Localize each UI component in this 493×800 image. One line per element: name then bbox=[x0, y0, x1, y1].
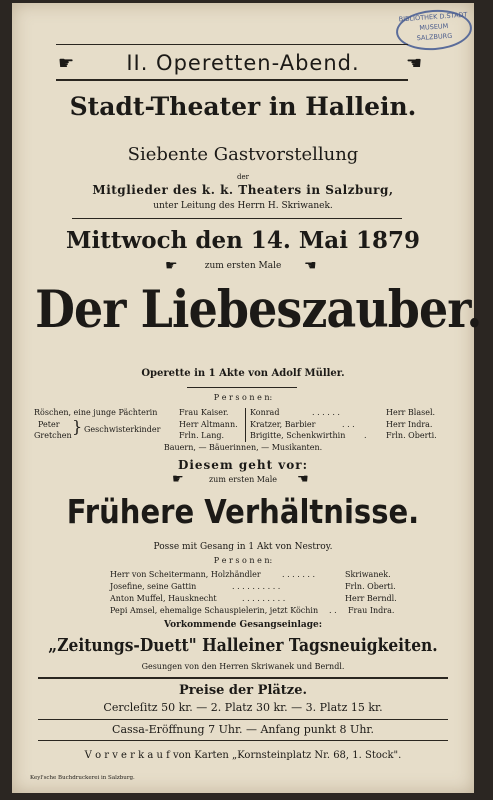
cast-actor: Herr Blasel. bbox=[386, 408, 436, 417]
performance-date: Mittwoch den 14. Mai 1879 bbox=[66, 227, 420, 254]
library-stamp bbox=[395, 7, 474, 52]
pointing-hand-left-icon: ☚ bbox=[297, 472, 309, 487]
cast-actor: Frau Indra. bbox=[348, 606, 395, 615]
cast-actor: Herr Indra. bbox=[386, 420, 433, 429]
insert-label: Vorkommende Gesangseinlage: bbox=[163, 620, 323, 630]
personen-label-2: P e r s o n e n: bbox=[213, 556, 273, 565]
stamp-line-3: SALZBURG bbox=[416, 31, 453, 43]
pointing-hand-left-icon: ☚ bbox=[304, 258, 317, 274]
cast-actor: Skriwanek. bbox=[345, 570, 391, 579]
der-label: der bbox=[237, 173, 249, 181]
cast-role: Kratzer, Barbier bbox=[250, 420, 316, 429]
second-play-info: Posse mit Gesang in 1 Akt von Nestroy. bbox=[153, 542, 333, 552]
stamp-line-2: MUSEUM bbox=[419, 22, 449, 33]
top-rule bbox=[56, 44, 408, 45]
cast-dots: . . . . . . bbox=[312, 408, 340, 417]
first-time-label-2: zum ersten Male bbox=[208, 475, 278, 484]
cast-dots: . . . bbox=[342, 420, 355, 429]
cast-divider bbox=[245, 408, 246, 442]
cast-role: Gretchen bbox=[34, 431, 72, 440]
guest-performance: Siebente Gastvorstellung bbox=[127, 144, 359, 165]
sibling-bracket: } bbox=[72, 417, 83, 436]
theater-name: Stadt-Theater in Hallein. bbox=[69, 92, 417, 121]
prices-line: Cercleſitz 50 kr. — 2. Platz 30 kr. — 3. Platz 15 kr. bbox=[103, 701, 383, 714]
cast-role: Brigitte, Schenkwirthin bbox=[250, 431, 346, 440]
rule-2 bbox=[187, 387, 297, 388]
cast-role: Anton Muffel, Hausknecht bbox=[110, 594, 217, 603]
main-play-title: Der Liebeszauber. bbox=[35, 280, 482, 340]
cast-actor: Herr Altmann. bbox=[179, 420, 238, 429]
direction-line: unter Leitung des Herrn H. Skriwanek. bbox=[153, 201, 333, 211]
cast-actor: Herr Berndl. bbox=[345, 594, 397, 603]
cast-role: Konrad bbox=[250, 408, 280, 417]
duet-title: „Zeitungs-Duett" Halleiner Tagsneuigkeiten. bbox=[48, 635, 438, 656]
members-line: Mitglieder des k. k. Theaters in Salzburg, bbox=[92, 183, 394, 197]
prices-title: Preise der Plätze. bbox=[178, 683, 307, 698]
cast-actor: Frln. Oberti. bbox=[386, 431, 437, 440]
cast-actor: Frln. Lang. bbox=[179, 431, 225, 440]
sung-by-line: Gesungen von den Herren Skriwanek und Berndl. bbox=[141, 662, 345, 671]
cast-dots: . . . . . . . bbox=[282, 570, 316, 579]
printer-credit: Keyl'sche Buchdruckerei in Salzburg. bbox=[30, 775, 135, 781]
cast-actor: Frln. Oberti. bbox=[345, 582, 396, 591]
cast-role: Herr von Scheitermann, Holzhändler bbox=[110, 570, 261, 579]
second-play-title: Frühere Verhältnisse. bbox=[66, 492, 420, 531]
rule-4 bbox=[38, 740, 448, 741]
cast-dots: . . bbox=[329, 606, 337, 615]
siblings-label: Geschwisterkinder bbox=[84, 425, 161, 434]
presale-line: V o r v e r k a u f von Karten „Kornsteinplatz Nr. 68, 1. Stock". bbox=[84, 750, 402, 761]
title-rule bbox=[56, 79, 408, 81]
cast-dots: . . . . . . . . . bbox=[242, 594, 286, 603]
stamp-line-1: BIBLIOTHEK D.STADT bbox=[398, 10, 468, 24]
cast-role: Peter bbox=[38, 420, 60, 429]
playbill-sheet bbox=[12, 3, 482, 793]
pointing-hand-right-icon: ☛ bbox=[172, 472, 184, 487]
cast-role: Pepi Amsel, ehemalige Schauspielerin, jetzt Köchin bbox=[110, 606, 319, 615]
pointing-hand-right-icon: ☛ bbox=[165, 258, 178, 274]
preceded-by-label: Diesem geht vor: bbox=[177, 458, 309, 472]
pointing-hand-left-icon: ☚ bbox=[406, 53, 423, 74]
rule-1 bbox=[72, 218, 402, 219]
pointing-hand-right-icon: ☛ bbox=[58, 53, 75, 74]
prices-rule bbox=[38, 677, 448, 679]
extras-line: Bauern, — Bäuerinnen, — Musikanten. bbox=[163, 443, 323, 452]
cast-role: Röschen, eine junge Pächterin bbox=[34, 408, 158, 417]
evening-title: II. Operetten-Abend. bbox=[126, 51, 360, 75]
main-play-info: Operette in 1 Akte von Adolf Müller. bbox=[141, 368, 345, 379]
personen-label: P e r s o n e n: bbox=[213, 393, 273, 402]
cast-actor: Frau Kaiser. bbox=[179, 408, 229, 417]
rule-3 bbox=[38, 719, 448, 720]
cast-dots: . . . . . . . . . . bbox=[232, 582, 281, 591]
first-time-label: zum ersten Male bbox=[204, 261, 282, 271]
cast-role: Josefine, seine Gattin bbox=[110, 582, 197, 591]
opening-times: Cassa-Eröffnung 7 Uhr. — Anfang punkt 8 Uhr. bbox=[112, 723, 374, 736]
cast-dots: . bbox=[364, 431, 367, 440]
